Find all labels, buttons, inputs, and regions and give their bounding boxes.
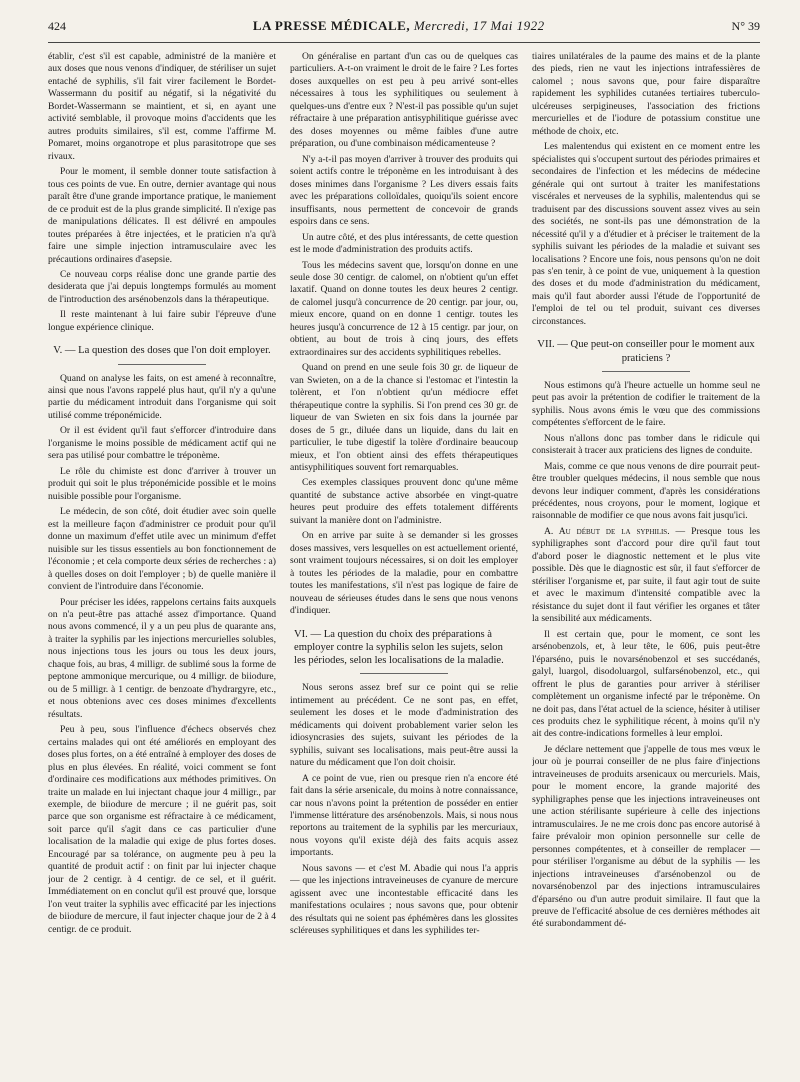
heading-rule [118,364,206,365]
paragraph: Pour préciser les idées, rappelons certains faits auxquels on n'a peut-être pas attaché assez d'importance. Quand nous avons commencé, il y a un peu plus de quarante ans, à traiter la syphilis par les injections mercurielles solubles, nous injections tous les jours ou tous les deux jours, chaque fois, au bras, 4 milligr. de sublimé sous la forme de peptone ammonique mercurique, ou 4 milligr. de biiodure, ou de 5 milligr. à 1 centigr. de benzoate d'hydrargyre, etc., et nous obtenions avec ces doses minimes d'excellents résultats. [48,596,276,720]
paragraph: Le médecin, de son côté, doit étudier avec soin quelle est la meilleure façon d'administrer ce produit pour qu'il donne un maximum d'effet utile avec un minimum d'effet nuisible sur les tissus essentiels au bon fonctionnement de l'économie ; et cela comporte deux séries de recherches : a) à quelles doses on doit l'employer ; b) de quelle manière il convient de l'introduire dans l'économie. [48,506,276,593]
paragraph: Nous n'allons donc pas tomber dans le ridicule qui consisterait à tracer aux praticiens des lignes de conduite. [532,432,760,457]
paragraph: On généralise en partant d'un cas ou de quelques cas particuliers. A-t-on vraiment le droit de le faire ? Les fortes doses auxquelles on est peu à peu arrivé sont-elles nécessaires à tous les syphilitiques ou seulement à quelques-uns d'entre eux ? N'est-il pas possible qu'un sujet réfractaire à une préparation antisyphilitique guérisse avec des doses moyennes ou même faibles d'une autre préparation, ou d'une combinaison médicamenteuse ? [290,51,518,150]
paragraph: Il reste maintenant à lui faire subir l'épreuve d'une longue expérience clinique. [48,309,276,333]
paragraph: Pour le moment, il semble donner toute satisfaction à tous ces points de vue. En outre, dernier avantage qui nous paraît être d'une grande importance pratique, le maniement de ce produit est de la plus grande simplicité. Il n'exige pas de manipulations délicates. Il est délivré en ampoules toutes préparées à être injectées, et le praticien n'a qu'à faire une simple injection intramusculaire avec les précautions ordinaires d'asepsie. [48,166,276,265]
paragraph: tiaires unilatérales de la paume des mains et de la plante des pieds, rien ne vaut les injections intrafessières de calomel ; nous savons que, pour faire disparaître rapidement les syphilides cutanées tertiaires tuberculo-ulcéreuses serpigineuses, l'association des frictions mercurielles et de l'iodure de potassium constitue une méthode de choix, etc. [532,51,760,137]
paragraph: A ce point de vue, rien ou presque rien n'a encore été fait dans la série arsenicale, du moins à notre connaissance, car nous n'avons point la prétention de posséder en entier l'immense littérature des arsénobenzols. Mais, si nous nous reportons au traitement de la syphilis par les mercuriaux, nous voyons qu'il existe déjà des faits acquis assez importants. [290,772,518,859]
column-3 [532,51,760,1081]
issue-number: N° 39 [731,19,760,33]
section-heading-text: VI. — La question du choix des préparations à employer contre la syphilis selon les sujets, selon les périodes, selon les localisations de la maladie. [294,628,504,667]
paragraph: Je déclare nettement que j'appelle de tous mes vœux le jour où je pourrai conseiller de ne plus faire d'injections intraveineuses de produits arsenicaux ou mercuriels. Mais, pour le moment encore, la grande majorité des syphiligraphes pense que les injections intraveineuses ont une action stérilisante supérieure à celle des injections intramusculaires. Je ne me crois donc pas encore autorisé à faire prévaloir mon opinion personnelle sur celle de personnes compétentes, et à conseiller de remplacer — pour stériliser l'organisme au début de la syphilis — les injections intraveineuses d'arsénobenzol ou de novarsénobenzol par des injections intramusculaires d'éparséno ou d'un autre produit similaire. Il faut que la preuve de l'efficacité absolue de ces dernières méthodes ait été surabondamment dé- [532,743,760,930]
paragraph: Quand on prend en une seule fois 30 gr. de liqueur de van Swieten, on a de la chance si l'estomac et l'intestin la tolèrent, et l'on n'obtient qu'un médiocre effet thérapeutique contre la syphilis. Si l'on prend ces 30 gr. de liqueur de van Swieten en six fois dans la journée par doses de 5 gr., diluée dans un liquide, dans du lait en particulier, le tube digestif la tolère d'ordinaire beaucoup mieux, et l'on obtient ainsi des effets thérapeutiques antisyphilitiques souvent fort remarquables. [290,362,518,473]
heading-rule [360,673,448,674]
journal-name: LA PRESSE MÉDICALE, [252,18,411,33]
paragraph: Il est certain que, pour le moment, ce sont les arsénobenzols, et, à leur tête, le 606, puis peut-être l'éparséno, puis le novarsénobenzol et ses succédanés, galyl, luargol, disodoluargol, sulfarsénobenzol, etc., qui offrent le plus de garanties pour arriver à stériliser complètement un organisme infecté par le tréponème. On ne doit pas, dans l'état actuel de la science, hésiter à utiliser ces produits chez le syphilitique récent, à moins qu'il n'y ait des contre-indications formelles à leur emploi. [532,628,760,740]
column-1 [48,51,276,1081]
paragraph: Nous savons — et c'est M. Abadie qui nous l'a appris — que les injections intraveineuses de cyanure de mercure agissent avec une incontestable efficacité dans les manifestations oculaires ; nous savons que, pour obtenir des résultats qui ne soient pas éphémères dans les glossites scléreuses syphilitiques et dans les syphilides ter- [290,862,518,937]
text-columns [48,51,760,1081]
running-header [48,18,760,43]
section-heading-vi [294,628,514,675]
paragraph: On en arrive par suite à se demander si les grosses doses massives, vers lesquelles on est actuellement orienté, sont vraiment toujours nécessaires, si on doit les employer à toutes les périodes de la maladie, pour en combattre toutes les manifestations, s'il n'est pas logique de faire de nouveau de sérieuses études dans le sens que nous venons d'indiquer. [290,530,518,617]
section-heading-text: VII. — Que peut-on conseiller pour le moment aux praticiens ? [537,339,755,364]
paragraph: Or il est évident qu'il faut s'efforcer d'introduire dans l'organisme le moins possible de médicament actif qui ne sera pas utilisé pour combattre le tréponème. [48,425,276,462]
issue-date: Mercredi, 17 Mai 1922 [410,18,545,33]
paragraph: Les malentendus qui existent en ce moment entre les spécialistes qui s'occupent surtout des périodes primaires et secondaires de l'infection et les médecins de médecine générale qui ont surtout à traiter les manifestations viscérales et nerveuses de la syphilis, malentendus qui se traduisent par des discussions souvent assez vives au sein des sociétés, ne sont-ils pas une démonstration de la nécessité qu'il y a d'étudier et à préciser le traitement de la syphilis suivant les périodes de la maladie et suivant ses localisations ? Encore une fois, nous pensons qu'on ne doit pas s'en tenir, à ce point de vue, uniquement à la question des doses et du mode d'administration du médicament, mais qu'il faut aborder aussi l'étude de l'opportunité de l'emploi de tel ou tel produit, suivant ces diverses circonstances. [532,141,760,327]
subsection-lead: A. Au début de la syphilis. [544,525,670,537]
paragraph-a [532,526,760,626]
section-heading-text: V. — La question des doses que l'on doit employer. [53,345,271,357]
paragraph: Ce nouveau corps réalise donc une grande partie des desiderata que j'ai depuis longtemps formulés au moment de l'introduction des arsénobenzols dans la thérapeutique. [48,268,276,305]
paragraph: Un autre côté, et des plus intéressants, de cette question est le mode d'administration des produits actifs. [290,231,518,256]
paragraph: Nous estimons qu'à l'heure actuelle un homme seul ne peut pas avoir la prétention de codifier le traitement de la syphilis. Nous avons émis le vœu que des commissions compétentes s'efforcent de le faire. [532,379,760,429]
paragraph: Tous les médecins savent que, lorsqu'on donne en une seule dose 30 centigr. de calomel, on n'obtient qu'un effet laxatif. Quand on donne toutes les deux heures 2 centigr. de calomel jusqu'à concurrence de 20 centigr. par jour, ou, mieux encore, quand on en donne 1 centigr. toutes les heures jusqu'à concurrence de 12 à 15 centigr. par jour, on obtient, au bout de trois à cinq jours, des effets extraordinaires sur des accidents syphilitiques rebelles. [290,259,518,358]
heading-rule [602,371,690,372]
paragraph: Mais, comme ce que nous venons de dire pourrait peut-être troubler quelques médecins, il nous semble que nous devons leur indiquer comment, d'après les considérations précédentes, nous croyons, pour le moment, logique et raisonnable de modifier ce que nous avons fait jusqu'ici. [532,460,760,522]
journal-title [253,18,545,34]
subsection-text: — Presque tous les syphiligraphes sont d'accord pour dire qu'il faut tout d'abord poser le diagnostic nettement et le plus vite possible. Dès que le diagnostic est sûr, il faut s'efforcer de stériliser l'organisme et, par suite, il faut agir tout de suite et avec le maximum d'intensité compatible avec la résistance du sujet dont il faut vérifier les organes et tâter la sensibilité aux médicaments. [532,525,760,625]
paragraph: établir, c'est s'il est capable, administré de la manière et aux doses que nous venons d'indiquer, de stériliser un sujet entaché de syphilis, s'il fait virer facilement le Bordet-Wassermann du positif au négatif, si la négativité du Bordet-Wassermann se maintient, et si, en ayant une activité semblable, il provoque moins d'accidents que les autres produits similaires, s'il est, comme l'affirme M. Pomaret, moins organotrope et plus parasitotrope que ses rivaux. [48,51,276,162]
section-heading-v [52,344,272,364]
paragraph: N'y a-t-il pas moyen d'arriver à trouver des produits qui soient actifs contre le tréponème en les introduisant à des doses minimes dans l'organisme ? Les divers essais faits avec les préparations colloïdales, quoiqu'ils soient encore insuffisants, nous permettent de concevoir de grands espoirs dans ce sens. [290,153,518,228]
paragraph: Nous serons assez bref sur ce point qui se relie intimement au précédent. Ce ne sont pas, en effet, seulement les doses et le mode d'administration des médicaments qui doivent probablement varier selon les idiosyncrasies des sujets, suivant les périodes de la syphilis, suivant ses localisations, mais peut-être aussi la nature du médicament que l'on doit choisir. [290,682,518,769]
paragraph: Peu à peu, sous l'influence d'échecs observés chez certains malades qui ont été améliorés en employant des doses plus fortes, on a été entraîné à employer des doses de plus en plus élevées. En réalité, voici comment se font d'ordinaire ces modifications aux méthodes primitives. On traite un malade en lui injectant chaque jour 4 milligr., par exemple, de biiodure de mercure ; il ne guérit pas, soit parce que son organisme est réfractaire à ce médicament, soit parce qu'il s'agit dans ce cas particulier d'une localisation de la maladie qui exige de plus fortes doses. Encouragé par sa tolérance, on augmente peu à peu la quantité de produit actif : on finit par lui injecter chaque jour de 2 centigr. à 4 centigr. de ce sel, et il guérit. Immédiatement on en conclut qu'il est prouvé que, lorsque l'on veut traiter la syphilis avec efficacité par les injections de biiodure de mercure, il faut injecter chaque jour de 2 à 4 centigr. de ce produit. [48,724,276,935]
paragraph: Le rôle du chimiste est donc d'arriver à trouver un produit qui soit le plus tréponémicide possible et le moins nuisible possible pour l'organisme. [48,465,276,502]
paragraph: Quand on analyse les faits, on est amené à reconnaître, ainsi que nous l'avons rappelé plus haut, qu'il n'y a qu'une partie du médicament introduit dans l'organisme qui soit utilisé comme tréponémicide. [48,372,276,421]
page-number: 424 [48,19,66,33]
column-2 [290,51,518,1081]
paragraph: Ces exemples classiques prouvent donc qu'une même quantité de substance active absorbée en vingt-quatre heures peut produire des effets totalement différents suivant la manière dont on l'administre. [290,477,518,526]
section-heading-vii [536,338,756,371]
